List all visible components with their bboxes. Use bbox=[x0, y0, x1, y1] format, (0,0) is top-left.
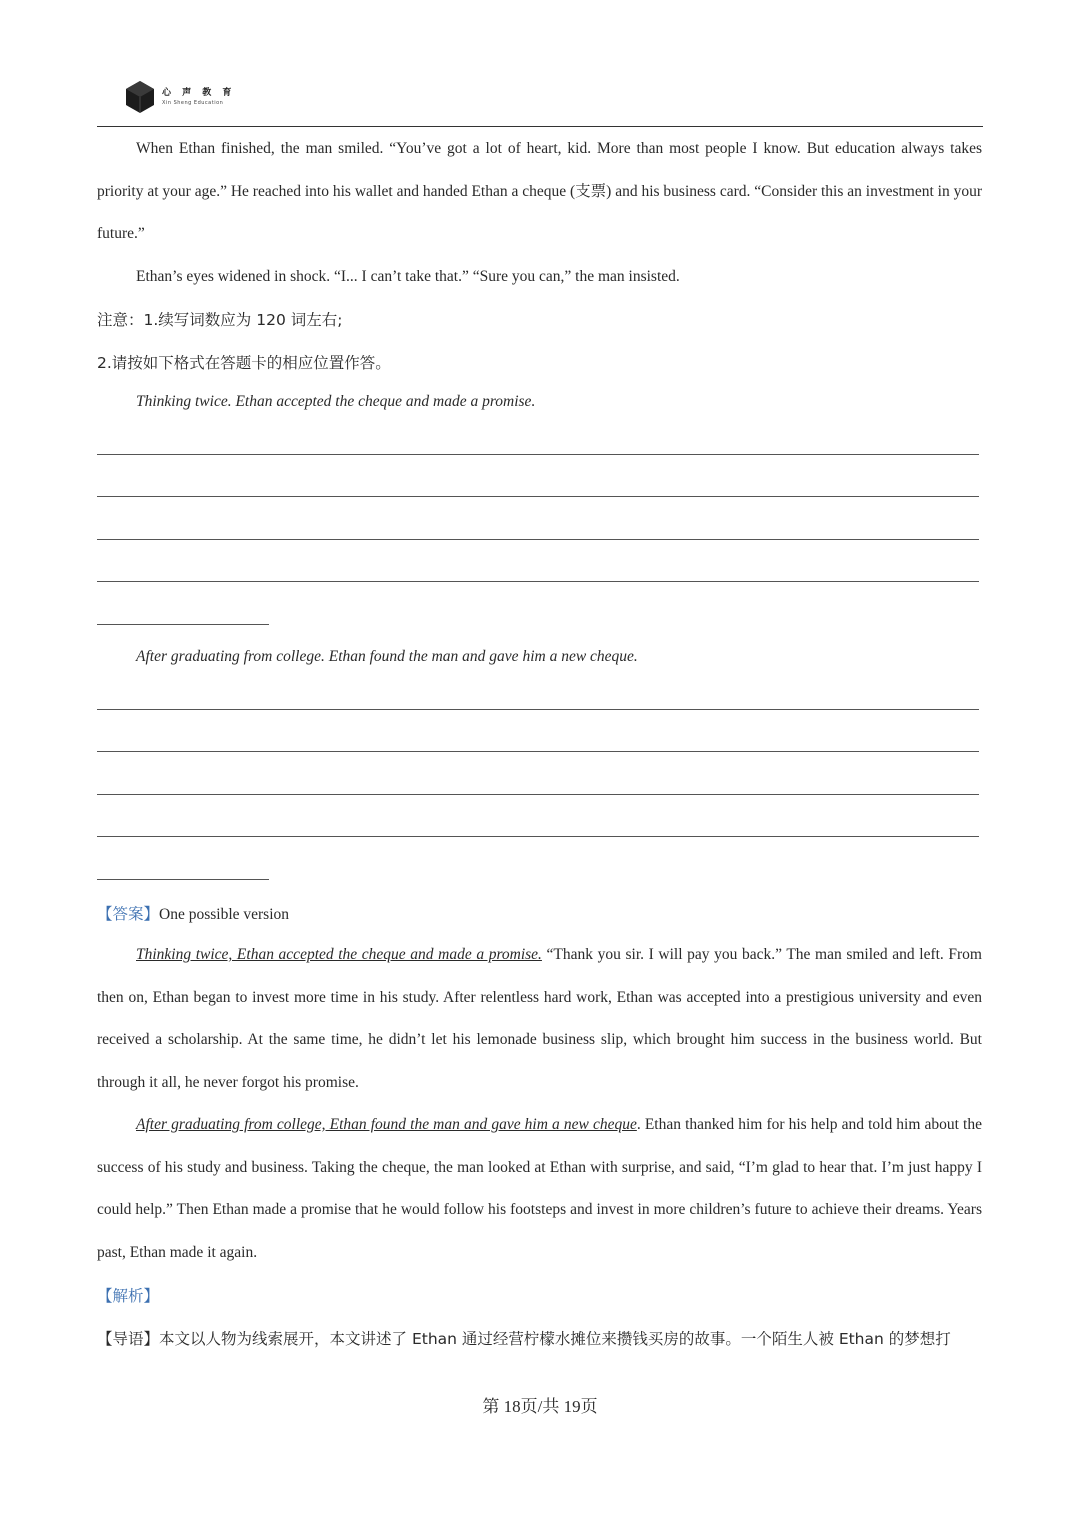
writing-line[interactable] bbox=[97, 751, 979, 752]
answer-label-text: One possible version bbox=[159, 906, 290, 923]
writing-line[interactable] bbox=[97, 454, 979, 455]
answer-heading bbox=[97, 902, 289, 924]
answer-paragraph-1 bbox=[97, 934, 982, 1104]
hexagon-logo-icon bbox=[124, 80, 156, 114]
answer-p1-rest: “Thank you sir. I will pay you back.” The man smiled and left. From then on, Ethan began to invest more time in his study. After relentless hard work, Ethan was accepted into a prestigious university and even received a scholarship. At the same time, he didn’t let his lemonade business slip, which brought him success in the business world. But through it all, he never forgot his promise. bbox=[97, 946, 982, 1091]
story-paragraph-2: Ethan’s eyes widened in shock. “I... I can’t take that.” “Sure you can,” the man insisted. bbox=[136, 268, 680, 285]
answer-p2-lead: After graduating from college, Ethan found the man and gave him a new cheque bbox=[136, 1116, 637, 1133]
writing-line[interactable] bbox=[97, 836, 979, 837]
answer-p2-rest: . Ethan thanked him for his help and told him about the success of his study and business. Taking the cheque, the man looked at Ethan with surprise, and said, “I’m glad to hear that. I’m just happy I could help.” Then Ethan made a promise that he would follow his footsteps and invest in more children’s future to achieve their dreams. Years past, Ethan made it again. bbox=[97, 1116, 982, 1261]
logo-english-name: Xin Sheng Education bbox=[162, 99, 224, 106]
page-number: 第 18页/共 19页 bbox=[482, 1397, 598, 1416]
writing-line[interactable] bbox=[97, 581, 979, 582]
guide-text: 本文以人物为线索展开，本文讲述了 Ethan 通过经营柠檬水摊位来攒钱买房的故事。一个陌生人被 Ethan 的梦想打 bbox=[159, 1330, 951, 1348]
logo-chinese-name: 心 声 教 育 bbox=[162, 87, 236, 98]
writing-line[interactable] bbox=[97, 709, 979, 710]
guide-paragraph bbox=[97, 1327, 951, 1349]
prompt-first-paragraph: Thinking twice. Ethan accepted the cheque and made a promise. bbox=[136, 393, 536, 410]
story-paragraph-1: When Ethan finished, the man smiled. “You’ve got a lot of heart, kid. More than most people I know. But education always takes priority at your age.” He reached into his wallet and handed Ethan a cheque (支票) and his business card. “Consider this an investment in your future.” bbox=[97, 140, 982, 243]
writing-line-short[interactable] bbox=[97, 624, 269, 625]
guide-label: 【导语】 bbox=[97, 1330, 160, 1348]
prompt-second-paragraph: After graduating from college. Ethan found the man and gave him a new cheque. bbox=[136, 648, 638, 665]
answer-p1-lead: Thinking twice, Ethan accepted the cheque and made a promise. bbox=[136, 946, 542, 963]
note-format: 2.请按如下格式在答题卡的相应位置作答。 bbox=[97, 354, 391, 372]
writing-line-short[interactable] bbox=[97, 879, 269, 880]
analysis-label: 【解析】 bbox=[97, 1287, 160, 1305]
note-word-count: 注意：1.续写词数应为 120 词左右; bbox=[97, 311, 343, 329]
answer-paragraph-2 bbox=[97, 1104, 982, 1274]
writing-line[interactable] bbox=[97, 496, 979, 497]
answer-label: 【答案】 bbox=[97, 905, 160, 923]
writing-line[interactable] bbox=[97, 539, 979, 540]
header-divider bbox=[97, 126, 983, 127]
header-logo bbox=[124, 80, 235, 114]
writing-line[interactable] bbox=[97, 794, 979, 795]
